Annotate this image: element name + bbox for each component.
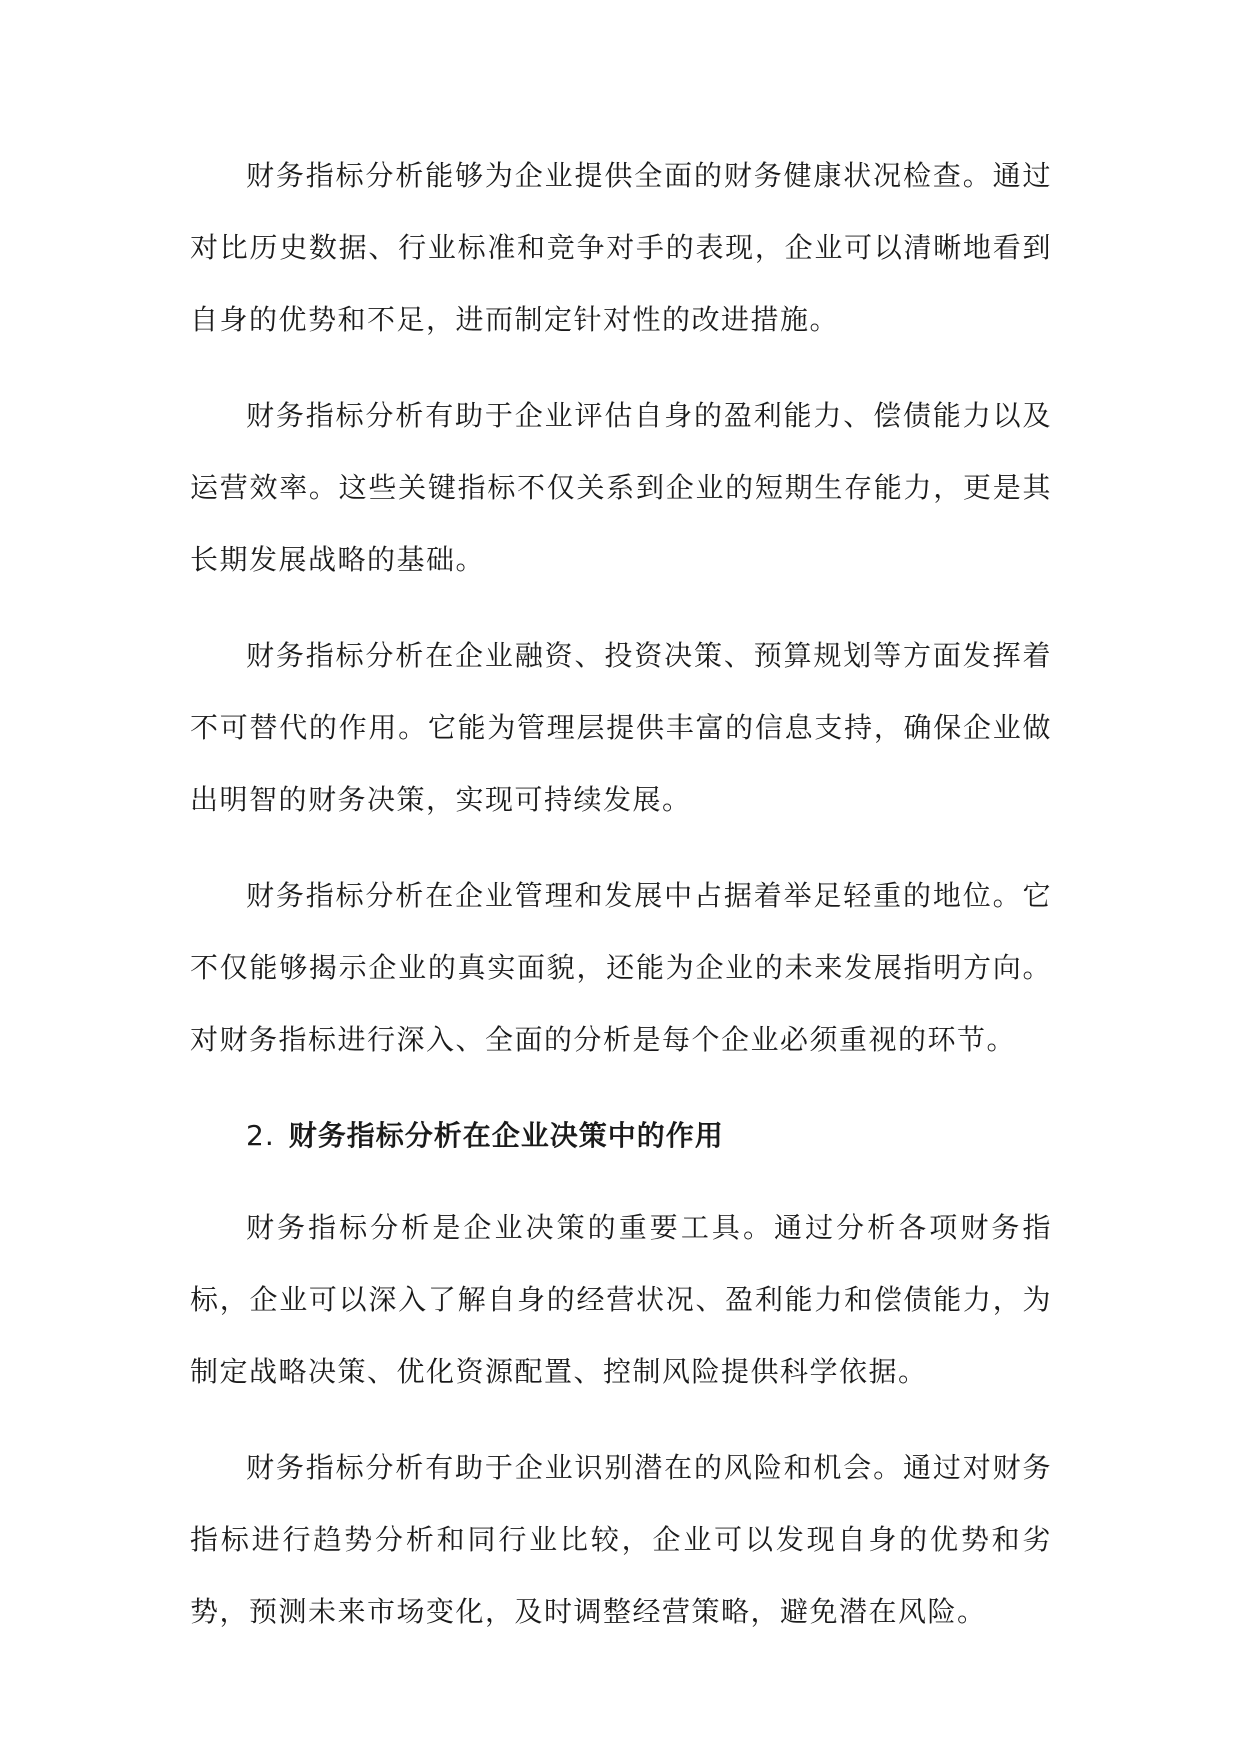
paragraph-decision-support: 财务指标分析在企业融资、投资决策、预算规划等方面发挥着不可替代的作用。它能为管理层提供丰富的信息支持，确保企业做出明智的财务决策，实现可持续发展。 [190,639,1052,816]
paragraph-importance-summary: 财务指标分析在企业管理和发展中占据着举足轻重的地位。它不仅能够揭示企业的真实面貌，还能为企业的未来发展指明方向。对财务指标进行深入、全面的分析是每个企业必须重视的环节。 [190,879,1052,1056]
section-title: 财务指标分析在企业决策中的作用 [288,1119,724,1152]
section-heading [190,1100,1052,1172]
paragraph-health-check: 财务指标分析能够为企业提供全面的财务健康状况检查。通过对比历史数据、行业标准和竞争对手的表现，企业可以清晰地看到自身的优势和不足，进而制定针对性的改进措施。 [190,159,1052,336]
document-body [190,140,1052,1672]
paragraph-decision-tool: 财务指标分析是企业决策的重要工具。通过分析各项财务指标，企业可以深入了解自身的经营状况、盈利能力和偿债能力，为制定战略决策、优化资源配置、控制风险提供科学依据。 [190,1211,1052,1388]
paragraph-risk-opportunity: 财务指标分析有助于企业识别潜在的风险和机会。通过对财务指标进行趋势分析和同行业比较，企业可以发现自身的优势和劣势，预测未来市场变化，及时调整经营策略，避免潜在风险。 [190,1451,1052,1628]
section-number: 2. [246,1119,275,1152]
paragraph-capability-evaluation: 财务指标分析有助于企业评估自身的盈利能力、偿债能力以及运营效率。这些关键指标不仅关系到企业的短期生存能力，更是其长期发展战略的基础。 [190,399,1052,576]
